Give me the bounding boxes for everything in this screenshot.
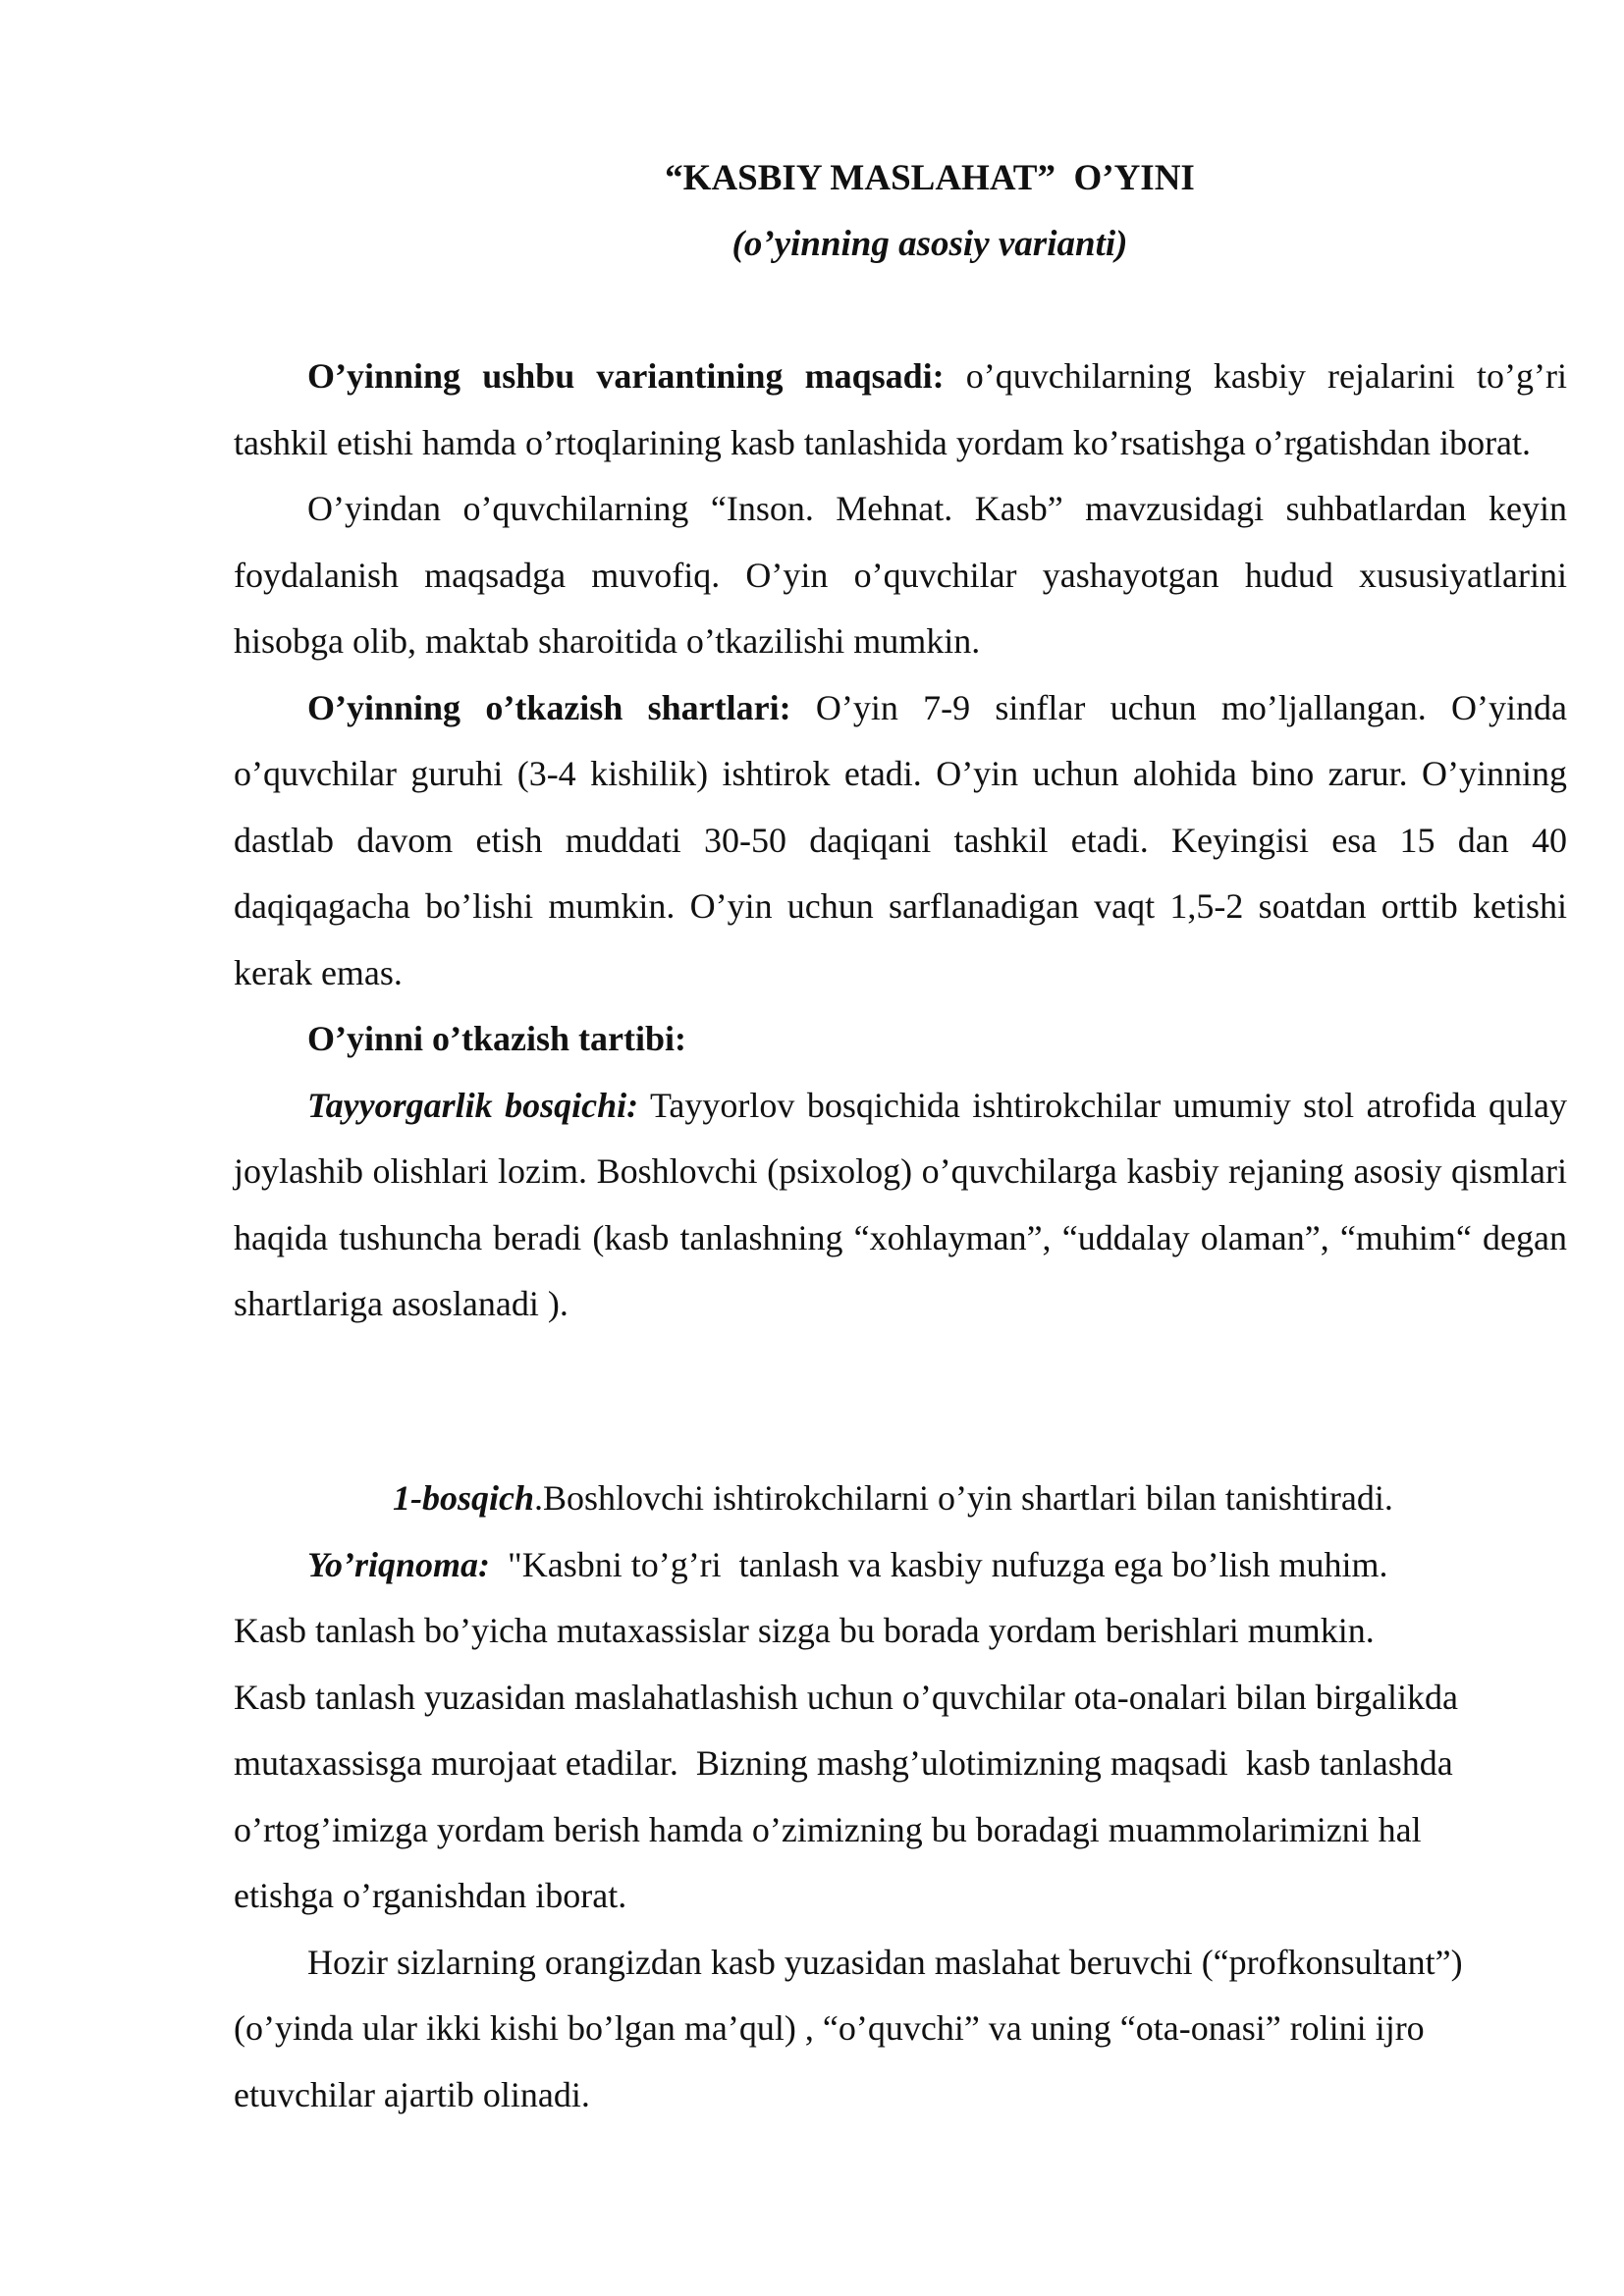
- paragraph-instruction-text: "Kasbni to’g’ri tanlash va kasbiy nufuzga ega bo’lish muhim.: [490, 1544, 1388, 1584]
- paragraph-stage-1-lead: 1-bosqich: [393, 1478, 534, 1518]
- paragraph-conditions-lead: O’yinning o’tkazish shartlari:: [307, 687, 791, 727]
- main-text-block: [234, 344, 1567, 1338]
- paragraph-roles-line-3: etuvchilar ajartib olinadi.: [234, 2074, 590, 2114]
- paragraph-stage-1-text: .Boshlovchi ishtirokchilarni o’yin shartlari bilan tanishtiradi.: [534, 1478, 1393, 1518]
- paragraph-instruction-line-3: Kasb tanlash yuzasidan maslahatlashish uchun o’quvchilar ota-onalari bilan birgalikda: [234, 1677, 1458, 1717]
- paragraph-instruction-line-4: mutaxassisga murojaat etadilar. Bizning mashg’ulotimizning maqsadi kasb tanlashda: [234, 1743, 1453, 1783]
- paragraph-conditions-text: O’yin 7-9 sinflar uchun mo’ljallangan. O’yinda o’quvchilar guruhi (3-4 kishilik) ishtirok etadi. O’yin uchun alohida bino zarur. O’yinning dastlab davom etish muddati 30-50 daqiqani tashkil etadi. Keyingisi esa 15 dan 40 daqiqagacha bo’lishi mumkin. O’yin uchun sarflanadigan vaqt 1,5-2 soatdan orttib ketishi kerak emas.: [234, 687, 1567, 992]
- paragraph-procedure-heading: [234, 1006, 1567, 1073]
- paragraph-goal-lead: O’yinning ushbu variantining maqsadi:: [307, 356, 945, 396]
- paragraph-goal: [234, 344, 1567, 476]
- paragraph-roles-line-1: Hozir sizlarning orangizdan kasb yuzasidan maslahat beruvchi (“profkonsultant”): [307, 1942, 1463, 1982]
- paragraph-stage-1: [234, 1466, 1567, 1532]
- paragraph-conditions: [234, 675, 1567, 1007]
- paragraph-roles-line-2: (o’yinda ular ikki kishi bo’lgan ma’qul) , “o’quvchi” va uning “ota-onasi” rolini ijro: [234, 2008, 1425, 2048]
- paragraph-usage: O’yindan o’quvchilarning “Inson. Mehnat. Kasb” mavzusidagi suhbatlardan keyin foydalanish maqsadga muvofiq. O’yin o’quvchilar yashayotgan hudud xususiyatlarini hisobga olib, maktab sharoitida o’tkazilishi mumkin.: [234, 489, 1567, 661]
- document-subtitle: (o’yinning asosiy varianti): [731, 224, 1128, 264]
- paragraph-preparation: [234, 1073, 1567, 1338]
- paragraph-instruction-line-6: etishga o’rganishdan iborat.: [234, 1876, 627, 1915]
- paragraph-instruction-line-1: [234, 1532, 1567, 1599]
- paragraph-instruction-line-2: Kasb tanlash bo’yicha mutaxassislar sizga bu borada yordam berishlari mumkin.: [234, 1611, 1375, 1650]
- paragraph-instruction-lead: Yo’riqnoma:: [307, 1544, 491, 1584]
- procedure-heading: O’yinni o’tkazish tartibi:: [307, 1019, 687, 1058]
- document-title: “KASBIY MASLAHAT” O’YINI: [665, 158, 1195, 198]
- paragraph-preparation-lead: Tayyorgarlik bosqichi:: [307, 1085, 639, 1125]
- paragraph-instruction-line-5: o’rtog’imizga yordam berish hamda o’zimizning bu boradagi muammolarimizni hal: [234, 1809, 1422, 1849]
- paragraph-goal-text: o’quvchilarning kasbiy rejalarini to’g’ri tashkil etishi hamda o’rtoqlarining kasb tanlashida yordam ko’rsatishga o’rgatishdan iborat.: [234, 356, 1567, 462]
- stage-text-block: [234, 1466, 1567, 2128]
- paragraph-preparation-text: Tayyorlov bosqichida ishtirokchilar umumiy stol atrofida qulay joylashib olishlari lozim. Boshlovchi (psixolog) o’quvchilarga kasbiy rejaning asosiy qismlari haqida tushuncha beradi (kasb tanlashning “xohlayman”, “uddalay olaman”, “muhim“ degan shartlariga asoslanadi ).: [234, 1085, 1568, 1323]
